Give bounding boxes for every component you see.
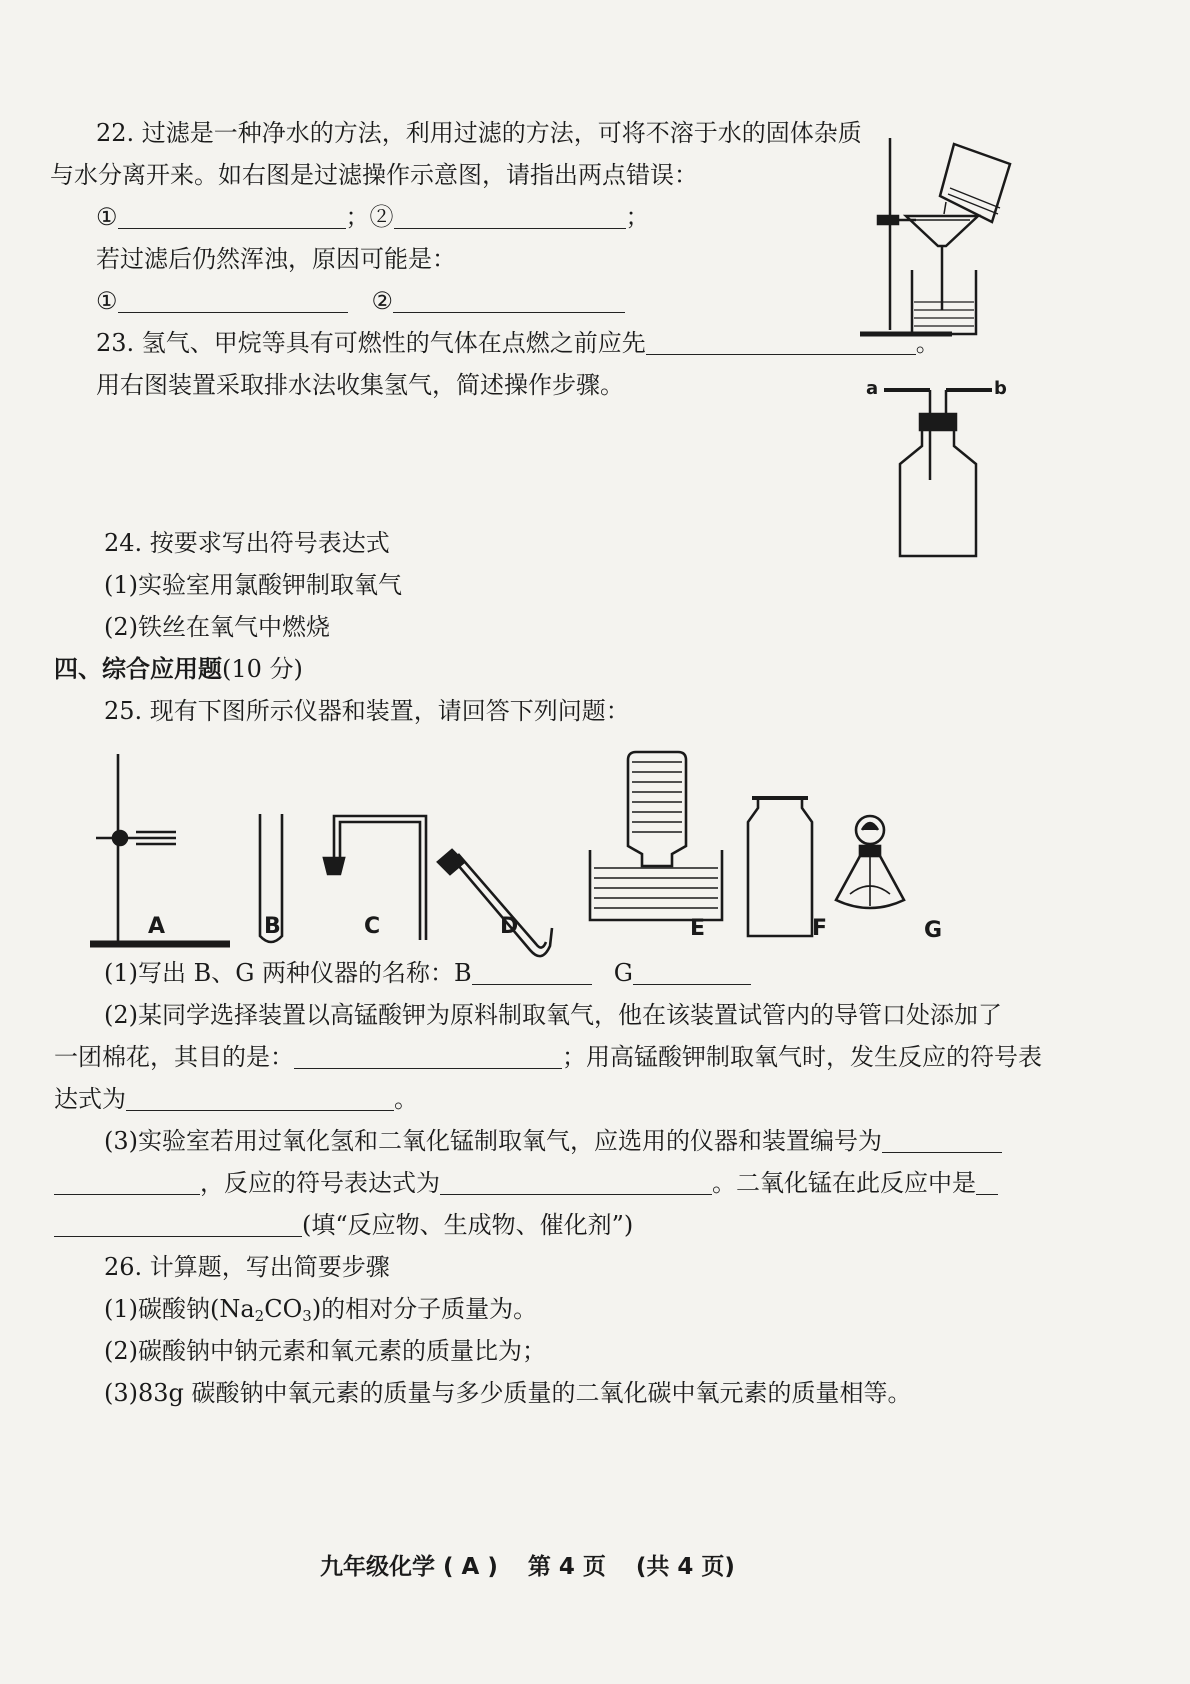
apparatus-label-b: B <box>264 914 281 939</box>
q23-line-end: 。 <box>915 329 940 357</box>
q22-error-line <box>96 202 650 232</box>
q25-part1 <box>104 958 751 988</box>
q23-line1 <box>96 328 940 358</box>
q26-title: 26. 计算题，写出简要步骤 <box>104 1253 390 1281</box>
apparatus-label-e: E <box>690 916 706 941</box>
q25-part2-line2 <box>54 1042 1042 1072</box>
q25-kmno4-equation-blank[interactable] <box>126 1086 394 1111</box>
q25-apparatus-choice-blank[interactable] <box>882 1128 1002 1153</box>
footer-page-number: 第 4 页 <box>527 1554 606 1580</box>
q24-item2: (2)铁丝在氧气中燃烧 <box>104 613 330 641</box>
q26-item1-text-a: (1)碳酸钠(Na <box>104 1295 255 1323</box>
q22-line4: 若过滤后仍然浑浊，原因可能是： <box>96 245 456 273</box>
q26-item2: (2)碳酸钠中钠元素和氧元素的质量比为； <box>104 1337 546 1365</box>
q22-reason-blank-2[interactable] <box>393 288 625 313</box>
apparatus-g-alcohol-lamp <box>836 816 904 908</box>
gas-collection-bottle-diagram <box>880 380 996 560</box>
q25-part3-line2 <box>54 1168 998 1198</box>
q26-item1-text-b: CO <box>264 1295 303 1323</box>
apparatus-d-delivery-tube <box>438 850 552 956</box>
q24-item1: (1)实验室用氯酸钾制取氧气 <box>104 571 402 599</box>
q24-title: 24. 按要求写出符号表达式 <box>104 529 390 557</box>
q22-error-blank-2[interactable] <box>394 204 626 229</box>
q26-subscript-3: 3 <box>302 1307 312 1325</box>
q25-part3-text-a: (3)实验室若用过氧化氢和二氧化锰制取氧气，应选用的仪器和装置编号为 <box>104 1127 882 1155</box>
q22-reason-line <box>96 286 625 316</box>
q22-marker-1: ① <box>96 203 118 231</box>
q25-g-label: G <box>613 959 633 987</box>
q25-part3-text-c: 。二氧化锰在此反应中是 <box>712 1169 976 1197</box>
q25-g-name-blank[interactable] <box>633 960 751 985</box>
apparatus-f-gas-bottle <box>748 798 812 936</box>
apparatus-label-a: A <box>148 914 166 939</box>
q23-answer-blank[interactable] <box>646 330 916 355</box>
bottle-port-label-a: a <box>866 378 879 399</box>
q25-part2-text-a: 一团棉花，其目的是： <box>54 1043 294 1071</box>
q25-part2-line3 <box>54 1084 418 1114</box>
q26-item1-text-c: )的相对分子质量为。 <box>311 1295 538 1323</box>
bottle-port-label-b: b <box>994 378 1007 399</box>
q25-part2-text-c: 达式为 <box>54 1085 126 1113</box>
apparatus-e-water-trough <box>590 752 722 920</box>
q22-reason-blank-1[interactable] <box>118 288 348 313</box>
q25-part2-end: 。 <box>394 1085 418 1113</box>
q25-part1-text: (1)写出 B、G 两种仪器的名称：B <box>104 959 472 987</box>
q23-line2: 用右图装置采取排水法收集氢气，简述操作步骤。 <box>96 371 624 399</box>
apparatus-label-c: C <box>364 914 381 939</box>
section4-title: 四、综合应用题 <box>54 655 222 683</box>
q25-h2o2-equation-blank[interactable] <box>440 1170 712 1195</box>
apparatus-figure <box>90 750 970 970</box>
q22-line-end: ； <box>625 203 650 231</box>
section4-heading <box>54 654 303 684</box>
footer-version: ( A ) <box>443 1554 498 1580</box>
q25-cotton-purpose-blank[interactable] <box>294 1044 562 1069</box>
apparatus-label-g: G <box>924 918 943 943</box>
q25-mno2-role-blank-cont[interactable] <box>54 1212 302 1237</box>
filtration-diagram <box>860 130 1020 342</box>
q22-marker-3: ① <box>96 287 118 315</box>
q25-b-name-blank[interactable] <box>472 960 592 985</box>
q25-part2-line1: (2)某同学选择装置以高锰酸钾为原料制取氧气，他在该装置试管内的导管口处添加了 <box>104 1001 1002 1029</box>
page-footer <box>320 1548 735 1581</box>
q25-apparatus-choice-blank-cont[interactable] <box>54 1170 200 1195</box>
apparatus-label-d: D <box>500 914 519 939</box>
q25-title: 25. 现有下图所示仪器和装置，请回答下列问题： <box>104 697 630 725</box>
q22-line1: 22. 过滤是一种净水的方法，利用过滤的方法，可将不溶于水的固体杂质 <box>96 119 862 147</box>
q22-line2: 与水分离开来。如右图是过滤操作示意图，请指出两点错误： <box>50 161 698 189</box>
q25-part2-text-b: ；用高锰酸钾制取氧气时，发生反应的符号表 <box>562 1043 1042 1071</box>
q26-subscript-2: 2 <box>254 1307 265 1325</box>
q25-part3-line3 <box>54 1210 633 1240</box>
footer-total-pages: (共 4 页) <box>635 1554 735 1580</box>
apparatus-label-f: F <box>812 916 828 941</box>
q26-item3: (3)83g 碳酸钠中氧元素的质量与多少质量的二氧化碳中氧元素的质量相等。 <box>104 1379 912 1407</box>
q22-marker-4: ② <box>371 287 394 315</box>
q25-part3-line1 <box>104 1126 1002 1156</box>
q25-part3-hint: (填“反应物、生成物、催化剂”) <box>302 1211 634 1239</box>
q22-error-blank-1[interactable] <box>118 204 346 229</box>
q22-separator: ；② <box>345 203 394 231</box>
section4-score: (10 分) <box>222 655 303 683</box>
footer-subject: 九年级化学 <box>320 1554 435 1580</box>
q26-item1 <box>104 1294 537 1331</box>
q25-part3-text-b: ，反应的符号表达式为 <box>200 1169 440 1197</box>
q25-mno2-role-blank[interactable] <box>976 1170 998 1195</box>
q23-question-text: 23. 氢气、甲烷等具有可燃性的气体在点燃之前应先 <box>96 329 646 357</box>
